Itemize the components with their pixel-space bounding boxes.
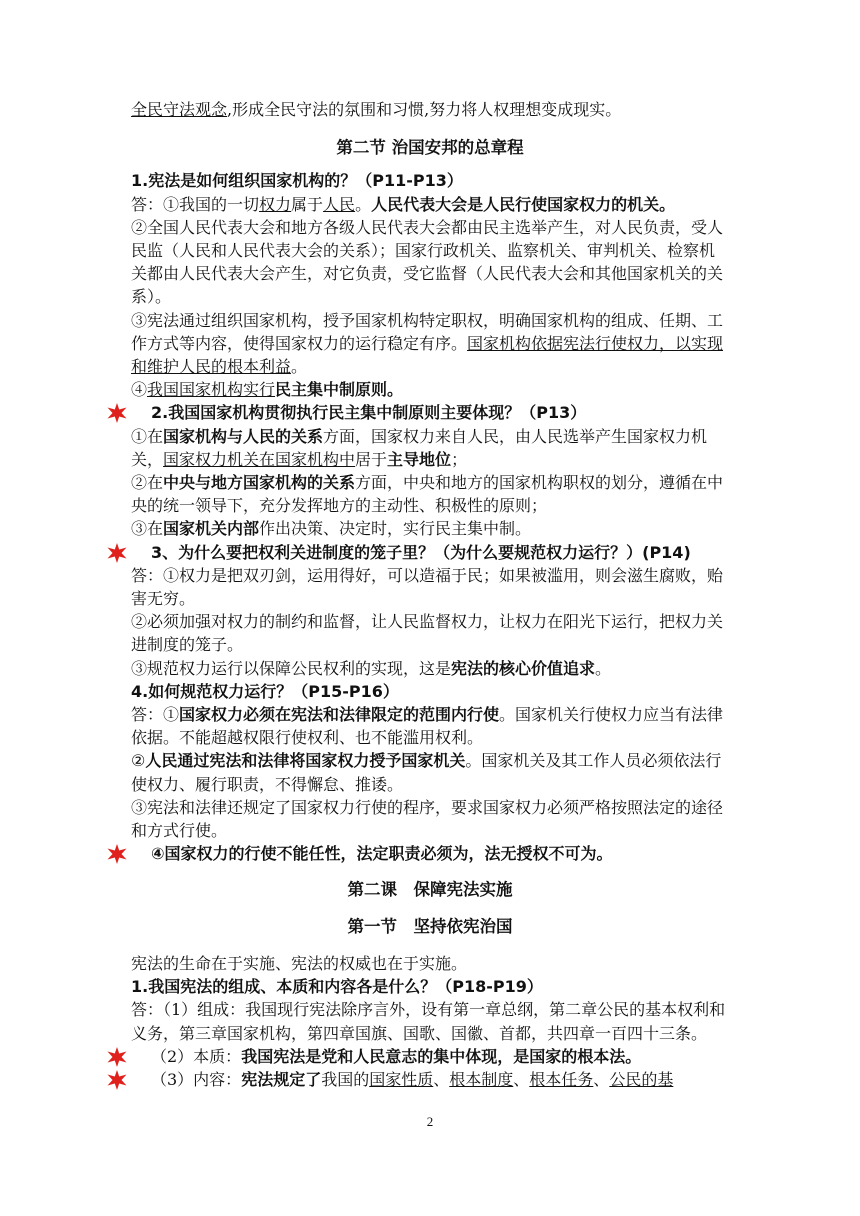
red-star-icon bbox=[107, 1047, 127, 1067]
text: （3）内容： bbox=[151, 1069, 242, 1089]
underlined-text: 根本任务 bbox=[529, 1069, 594, 1089]
text: 3、为什么要把权利关进制度的笼子里？（为什么要规范权力运行？）(P14) bbox=[151, 542, 691, 562]
text: 、 bbox=[513, 1069, 530, 1089]
answer-paragraph bbox=[131, 378, 729, 401]
answer-paragraph bbox=[131, 425, 729, 471]
text: ,形成全民守法的氛围和习惯,努力将人权理想变成现实。 bbox=[227, 100, 622, 119]
text: ； bbox=[451, 449, 468, 469]
paragraph-continuation bbox=[131, 98, 729, 121]
text: 。 bbox=[291, 357, 308, 377]
text: 。 bbox=[595, 658, 612, 678]
red-star-icon bbox=[107, 844, 127, 864]
bold-text: 主导地位 bbox=[387, 449, 452, 469]
answer-paragraph bbox=[131, 657, 729, 680]
question-title bbox=[131, 401, 729, 424]
bold-text: 国家机关内部 bbox=[163, 519, 260, 539]
bold-text: 我国宪法是党和人民意志的集中体现，是国家的根本法。 bbox=[241, 1046, 642, 1066]
answer-paragraph: ②必须加强对权力的制约和监督，让人民监督权力，让权力在阳光下运行，把权力关进制度的笼子。 bbox=[131, 612, 724, 655]
underlined-text: 全民守法观念 bbox=[131, 100, 228, 119]
text: 属于 bbox=[291, 194, 324, 214]
text: ② bbox=[131, 751, 146, 771]
intro-paragraph: 宪法的生命在于实施、宪法的权威也在于实施。 bbox=[131, 953, 468, 973]
answer-paragraph: 答：（1）组成：我国现行宪法除序言外，设有第一章总纲，第二章公民的基本权利和义务，第三章国家机构，第四章国旗、国歌、国徽、首都，共四章一百四十三条。 bbox=[131, 1000, 726, 1043]
answer-paragraph: ②全国人民代表大会和地方各级人民代表大会都由民主选举产生，对人民负责，受人民监（人民和人民代表大会的关系）；国家行政机关、监察机关、审判机关、检察机关都由人民代表大会产生，对它负责，受它监督（人民代表大会和其他国家机关的关系）。 bbox=[131, 217, 724, 307]
underlined-text: 国家机构依据宪法行使权力，以实现和维护人民的根本利益 bbox=[131, 333, 724, 377]
bold-text: 宪法的核心价值追求 bbox=[451, 658, 596, 678]
question-title bbox=[131, 541, 729, 564]
page-number: 2 bbox=[426, 1114, 434, 1129]
question-title: 1.我国宪法的组成、本质和内容各是什么？（P18-P19） bbox=[131, 977, 543, 997]
answer-paragraph bbox=[131, 1045, 729, 1068]
text: 答：① bbox=[131, 705, 180, 725]
lesson-title: 第二课 保障宪法实施 bbox=[347, 879, 513, 899]
question-title: 1.宪法是如何组织国家机构的？（P11-P13） bbox=[131, 171, 463, 191]
underlined-text: 公民的基 bbox=[609, 1069, 674, 1089]
bold-text: 中央与地方国家机构的关系 bbox=[163, 473, 356, 493]
underlined-text: 国家权力机关在国家机构中 bbox=[163, 449, 356, 469]
text: 居于 bbox=[355, 449, 388, 469]
text: 2.我国国家机构贯彻执行民主集中制原则主要体现？（P13） bbox=[151, 403, 587, 423]
text: 作出决策、决定时，实行民主集中制。 bbox=[259, 519, 532, 539]
answer-paragraph bbox=[131, 309, 729, 379]
underlined-text: 国家性质 bbox=[369, 1069, 434, 1089]
underlined-text: 人民 bbox=[323, 194, 356, 214]
text: ③规范权力运行以保障公民权利的实现，这是 bbox=[131, 658, 452, 678]
bold-text: 民主集中制原则。 bbox=[275, 380, 404, 400]
text: 。国家机关及其工作人员必须依法行使权力、履行职责，不得懈怠、推诿。 bbox=[131, 751, 722, 794]
text: 。 bbox=[355, 194, 372, 214]
text: 、 bbox=[433, 1069, 450, 1089]
red-star-icon bbox=[107, 403, 127, 423]
text: 方面，中央和地方的国家机构职权的划分，遵循在中央的统一领导下，充分发挥地方的主动性、积极性的原则； bbox=[131, 473, 724, 516]
answer-paragraph bbox=[131, 749, 729, 795]
text: （2）本质： bbox=[151, 1046, 242, 1066]
text: 、 bbox=[593, 1069, 610, 1089]
underlined-text: 我国国家机构实行 bbox=[147, 380, 276, 400]
red-star-icon bbox=[107, 543, 127, 563]
question-title: 4.如何规范权力运行？（P15-P16） bbox=[131, 681, 399, 701]
text: ②在 bbox=[131, 473, 164, 493]
bold-text: 宪法规定了 bbox=[241, 1069, 322, 1089]
text: ①在 bbox=[131, 426, 164, 446]
text: ④ bbox=[131, 380, 148, 400]
text: ③在 bbox=[131, 519, 164, 539]
underlined-text: 权力 bbox=[259, 194, 292, 214]
text: ③宪法通过组织国家机构，授予国家机构特定职权，明确国家机构的组成、任期、工作方式等内容，使得国家权力的运行稳定有序。 bbox=[131, 310, 724, 353]
answer-paragraph bbox=[131, 1068, 729, 1091]
bold-text: 国家权力必须在宪法和法律限定的范围内行使 bbox=[179, 705, 500, 725]
text: 方面，国家权力来自人民，由人民选举产生国家权力机关， bbox=[131, 426, 708, 469]
answer-paragraph bbox=[131, 193, 729, 216]
underlined-text: 根本制度 bbox=[449, 1069, 514, 1089]
bold-text: 人民通过宪法和法律将国家权力授予国家机关 bbox=[145, 751, 466, 771]
answer-paragraph bbox=[131, 517, 729, 540]
red-star-icon bbox=[107, 1070, 127, 1090]
answer-paragraph: 答：①权力是把双刃剑，运用得好，可以造福于民；如果被滥用，则会滋生腐败，贻害无穷。 bbox=[131, 565, 724, 609]
answer-paragraph: ③宪法和法律还规定了国家权力行使的程序，要求国家权力必须严格按照法定的途径和方式行使。 bbox=[131, 797, 724, 841]
bold-text: 人民代表大会是人民行使国家权力的机关。 bbox=[371, 194, 676, 214]
section-title: 第二节 治国安邦的总章程 bbox=[336, 138, 524, 158]
text: 我国的 bbox=[321, 1069, 370, 1089]
document-body bbox=[131, 98, 729, 1091]
answer-paragraph bbox=[131, 703, 729, 749]
bold-text: ④国家权力的行使不能任性，法定职责必须为，法无授权不可为。 bbox=[151, 844, 613, 864]
section-title: 第一节 坚持依宪治国 bbox=[347, 916, 513, 936]
bold-text: 国家机构与人民的关系 bbox=[163, 426, 324, 446]
answer-paragraph bbox=[131, 842, 729, 865]
text: 。国家机关行使权力应当有法律依据。不能超越权限行使权利、也不能滥用权利。 bbox=[131, 705, 724, 748]
text: 答：①我国的一切 bbox=[131, 194, 260, 214]
answer-paragraph bbox=[131, 471, 729, 517]
